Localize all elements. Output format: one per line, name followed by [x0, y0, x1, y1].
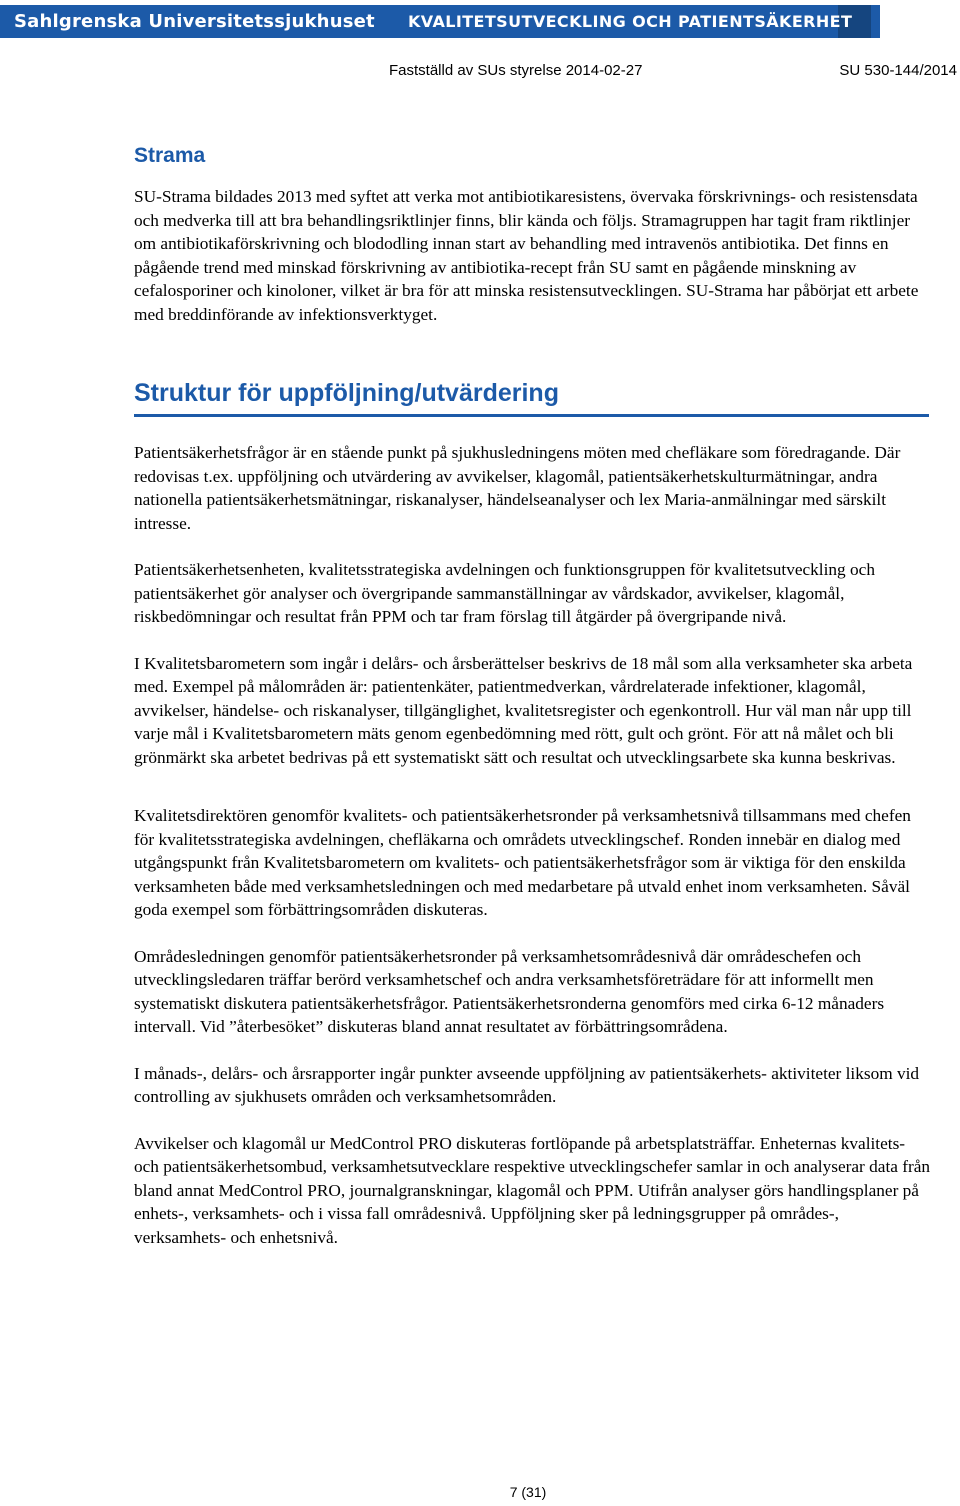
department-name: KVALITETSUTVECKLING OCH PATIENTSÄKERHET [408, 12, 853, 31]
paragraph: Patientsäkerhetsfrågor är en stående punkt på sjukhusledningens möten med chefläkare som föredragande. Där redovisas t.ex. uppföljning och utvärdering av avvikelser, klagomål, patientsäkerhetskulturmätningar, andra nationella patientsäkerhetsmätningar, riskanalyser, händelseanalyser och lex Maria-anmälningar med särskilt intresse. [134, 443, 901, 533]
hospital-name: Sahlgrenska Universitetssjukhuset [14, 11, 375, 32]
header-banner [0, 0, 960, 42]
paragraph: Patientsäkerhetsenheten, kvalitetsstrategiska avdelningen och funktionsgruppen för kvalitetsutveckling och patientsäkerhet gör analyser och övergripande sammanställningar av vårdskador, avvikelser, klagomål, riskbedömningar och resultat från PPM och tar fram förslag till åtgärder på övergripande nivå. [134, 560, 875, 626]
strama-paragraph: SU-Strama bildades 2013 med syftet att verka mot antibiotikaresistens, övervaka förskrivnings- och resistensdata och medverka till att bra behandlingsriktlinjer finns, blir kända och följs. Stramagruppen har tagit fram riktlinjer om antibiotikaförskrivning och blododling innan start av behandling med intravenös antibiotika. Det finns en pågående trend med minskad förskrivning av antibiotika-recept från SU samt en pågående minskning av cefalosporiner och kinoloner, vilket är bra för att minska resistensutvecklingen. SU-Strama har påbörjat ett arbete med breddinförande av infektionsverktyget. [134, 187, 919, 324]
paragraph: I månads-, delårs- och årsrapporter ingår punkter avseende uppföljning av patientsäkerhets- aktiviteter liksom vid controlling av sjukhusets områden och verksamhetsområden. [134, 1063, 920, 1106]
document-body [134, 142, 934, 1249]
paragraph: Avvikelser och klagomål ur MedControl PRO diskuteras fortlöpande på arbetsplatsträffar. Enheternas kvalitets- och patientsäkerhetsombud, verksamhetsutvecklare respektive utvecklingschefer samlar in och analyserar data från bland annat MedControl PRO, journalgranskningar, klagomål och PPM. Utifrån analyser görs handlingsplaner på enhets-, verksamhets- och i vissa fall områdesnivå. Uppföljning sker på ledningsgrupper på områdes-, verksamhets- och enhetsnivå. [134, 1133, 931, 1247]
page-number: 7 (31) [509, 1484, 547, 1500]
section-heading-strama: Strama [134, 144, 206, 167]
section-heading-struktur: Struktur för uppföljning/utvärdering [134, 378, 929, 417]
paragraph: I Kvalitetsbarometern som ingår i delårs- och årsberättelser beskrivs de 18 mål som alla verksamheter ska arbeta med. Exempel på målområden är: patientenkäter, patientmedverkan, vårdrelaterade infektioner, klagomål, avvikelser, händelse- och riskanalyser, tillgänglighet, kvalitetsregister och egenkontroll. Hur väl man når upp till varje mål i Kvalitetsbarometern mäts genom egenbedömning med rött, gult och grönt. För att nå målet och bli grönmärkt ska arbetet bedrivas på ett systematiskt sätt och resultat och utvecklingsarbete ska kunna beskrivas. [134, 653, 913, 767]
paragraph: Områdesledningen genomför patientsäkerhetsronder på verksamhetsområdesnivå där områdeschefen och utvecklingsledaren träffar berörd verksamhetschef och andra verksamhetsföreträdare för att informellt men systematiskt diskutera patientsäkerhetsfrågor. Patientsäkerhetsronderna genomförs med cirka 6-12 månaders intervall. Vid ”återbesöket” diskuteras bland annat resultatet av förbättringsområdena. [134, 946, 885, 1036]
document-id: SU 530-144/2014 [839, 62, 957, 79]
paragraph: Kvalitetsdirektören genomför kvalitets- och patientsäkerhetsronder på verksamhetsnivå tillsammans med chefen för kvalitetsstrategiska avdelningen, chefläkarna och områdets utvecklingschef. Ronden innebär en dialog med utgångspunkt från Kvalitetsbarometern om kvalitets- och patientsäkerhetsfrågor som är viktiga för den enskilda verksamheten både med verksamhetsledningen och med medarbetare på utvald enhet inom verksamheten. Såväl goda exempel som förbättringsområden diskuteras. [134, 806, 911, 919]
adopted-note: Fastställd av SUs styrelse 2014-02-27 [389, 62, 643, 79]
